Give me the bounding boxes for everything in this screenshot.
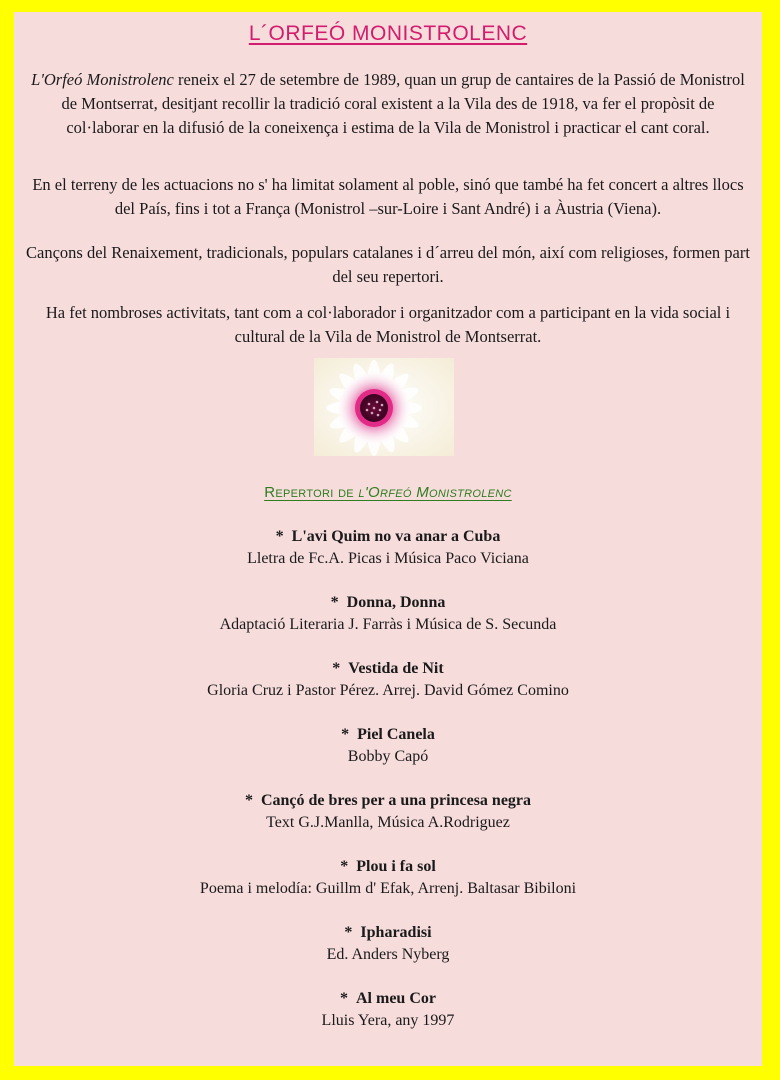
- song-credit: Lletra de Fc.A. Picas i Música Paco Viciana: [247, 550, 529, 567]
- bullet-icon: *: [340, 858, 349, 875]
- song-title: Al meu Cor: [356, 990, 436, 1007]
- song-credit: Adaptació Literaria J. Farràs i Música de S. Secunda: [219, 616, 557, 633]
- bullet-icon: *: [340, 990, 348, 1007]
- document-page: [14, 12, 762, 1066]
- song-credit: Text G.J.Manlla, Música A.Rodriguez: [266, 814, 510, 831]
- song-credit: Ed. Anders Nyberg: [326, 946, 450, 963]
- song-item: [14, 724, 762, 768]
- song-title: L'avi Quim no va anar a Cuba: [291, 528, 501, 545]
- bullet-icon: *: [275, 528, 284, 545]
- bullet-icon: *: [244, 792, 253, 809]
- song-title: Donna, Donna: [346, 594, 446, 611]
- song-credit: Gloria Cruz i Pastor Pérez. Arrej. David Gómez Comino: [207, 682, 569, 699]
- bullet-icon: *: [341, 726, 350, 743]
- repertoire-heading: Repertori de l'Orfeó Monistrolenc: [264, 484, 512, 501]
- song-item: [14, 856, 762, 900]
- bullet-icon: *: [330, 594, 339, 611]
- song-title: Cançó de bres per a una princesa negra: [260, 792, 532, 809]
- paragraph-repertoire: Cançons del Renaixement, tradicionals, populars catalanes i d´arreu del món, així com religioses, formen part del seu repertori.: [26, 243, 750, 286]
- song-credit: Lluis Yera, any 1997: [321, 1012, 455, 1029]
- song-item: [14, 592, 762, 636]
- song-item: [14, 790, 762, 834]
- song-title: Ipharadisi: [360, 924, 432, 941]
- paragraph-activities: Ha fet nombroses activitats, tant com a col·laborador i organitzador com a participant en la vida social i cultural de la Vila de Monistrol de Montserrat.: [45, 303, 731, 346]
- song-item: [14, 658, 762, 702]
- song-credit: Poema i melodía: Guillm d' Efak, Arrenj. Baltasar Bibiloni: [199, 880, 577, 897]
- song-item: [14, 526, 762, 570]
- song-item: [14, 988, 762, 1032]
- song-item: [14, 922, 762, 966]
- song-title: Piel Canela: [357, 726, 435, 743]
- song-title: Vestida de Nit: [348, 660, 444, 677]
- bullet-icon: *: [344, 924, 353, 941]
- song-title: Plou i fa sol: [356, 858, 436, 875]
- intro-text: reneix el 27 de setembre de 1989, quan un grup de cantaires de la Passió de Monistrol de Montserrat, desitjant recollir la tradició coral existent a la Vila des de 1918, va fer el propòsit de col·laborar en la difusió de la coneixença i estima de la Vila de Monistrol i practicar el cant coral.: [61, 70, 745, 137]
- choir-name: L'Orfeó Monistrolenc: [31, 70, 174, 89]
- paragraph-performances: En el terreny de les actuacions no s' ha limitat solament al poble, sinó que també ha fet concert a altres llocs del País, fins i tot a França (Monistrol –sur-Loire i Sant André) i a Àustria (Viena).: [32, 175, 744, 218]
- song-credit: Bobby Capó: [347, 748, 429, 765]
- bullet-icon: *: [332, 660, 341, 677]
- document-title: L´ORFEÓ MONISTROLENC: [248, 22, 528, 45]
- intro-paragraph: [24, 68, 752, 140]
- pink-daisy-flower-image: [314, 358, 454, 456]
